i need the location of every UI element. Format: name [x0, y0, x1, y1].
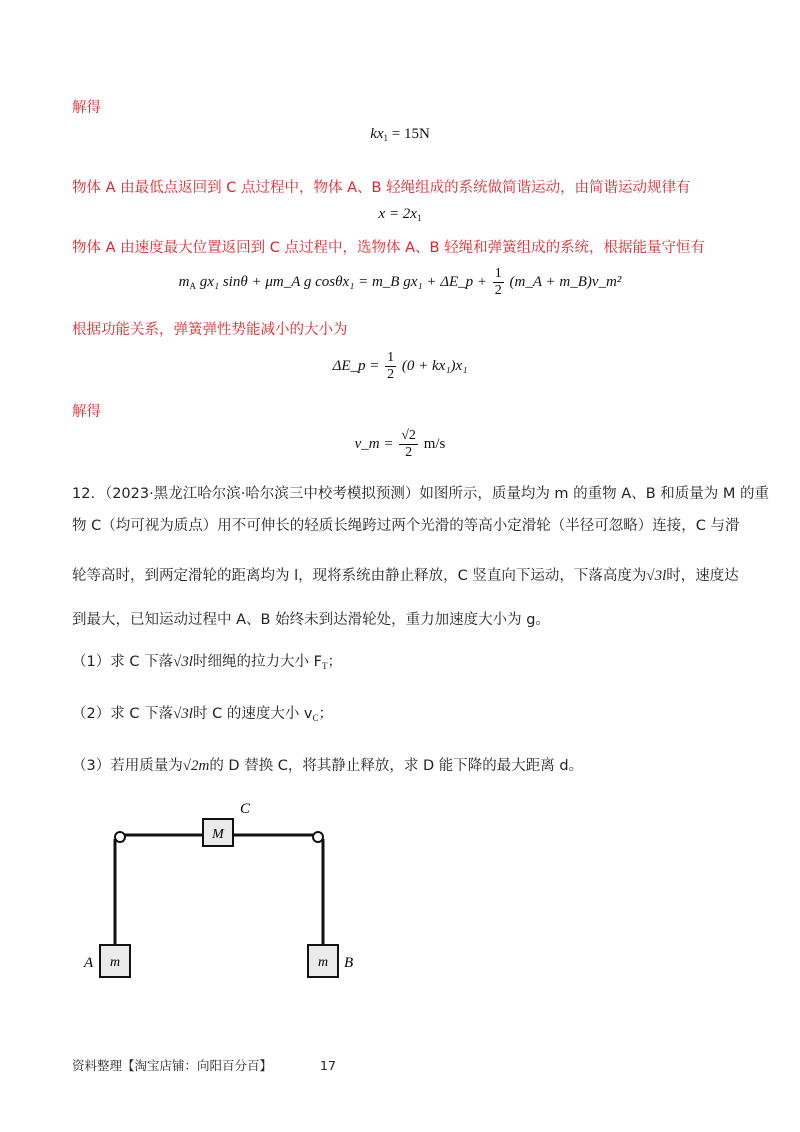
formula-energy-conservation: $m_A$ gx₁ sinθ + μm_A g cosθx₁ = m_B gx₁ + ΔE_p + $\frac{1}{2}$ (m_A + m_B)v_m²: [178, 266, 622, 298]
formula-max-speed: v_m = $\frac{√2}{2}$ m/s: [354, 428, 446, 460]
solution-label-2: 解得: [72, 404, 101, 420]
solution-paragraph-2: 物体 A 由速度最大位置返回到 C 点过程中，选物体 A、B 轻绳和弹簧组成的系统，根据能量守恒有: [72, 240, 706, 256]
pulley-right: [313, 832, 323, 842]
problem-line-2: 物 C（均可视为质点）用不可伸长的轻质长绳跨过两个光滑的等高小定滑轮（半径可忽略）连接，C 与滑: [72, 518, 740, 534]
question-1: （1）求 C 下落√3l时细绳的拉力大小 $F_T$；: [72, 654, 342, 671]
label-A: A: [84, 955, 94, 971]
formula-elastic-energy: ΔE_p = $\frac{1}{2}$ (0 + kx₁)x₁: [332, 350, 468, 382]
block-A-mass: m: [109, 955, 121, 970]
problem-line-3: 轮等高时，到两定滑轮的距离均为 l，现将系统由静止释放，C 竖直向下运动，下落高度为√3l时，速度达: [72, 568, 739, 584]
problem-line-4: 到最大，已知运动过程中 A、B 始终未到达滑轮处，重力加速度大小为 g。: [72, 612, 550, 628]
page-footer: [72, 1056, 336, 1074]
footer-source: 资料整理【淘宝店铺：向阳百分百】: [72, 1058, 273, 1073]
block-M-label: M: [212, 827, 224, 842]
formula-spring-force: $kx_1 = 15N$: [370, 126, 430, 143]
block-B-mass: m: [317, 955, 329, 970]
problem-line-1: 12．（2023·黑龙江哈尔滨·哈尔滨三中校考模拟预测）如图所示，质量均为 m 的重物 A、B 和质量为 M 的重: [72, 486, 769, 502]
pulley-left: [115, 832, 125, 842]
solution-paragraph-3: 根据功能关系，弹簧弹性势能减小的大小为: [72, 322, 348, 338]
label-C: C: [240, 801, 251, 817]
question-2: （2）求 C 下落√3l时 C 的速度大小 $v_C$；: [72, 706, 334, 723]
pulley-diagram: [80, 795, 370, 995]
formula-amplitude: $x = 2x_1$: [378, 206, 422, 223]
label-B: B: [344, 955, 354, 971]
solution-label-1: 解得: [72, 100, 101, 116]
question-3: （3）若用质量为√2m的 D 替换 C，将其静止释放，求 D 能下降的最大距离 d。: [72, 758, 584, 774]
solution-paragraph-1: 物体 A 由最低点返回到 C 点过程中，物体 A、B 轻绳组成的系统做简谐运动，由简谐运动规律有: [72, 180, 691, 196]
page-number: 17: [320, 1058, 336, 1073]
